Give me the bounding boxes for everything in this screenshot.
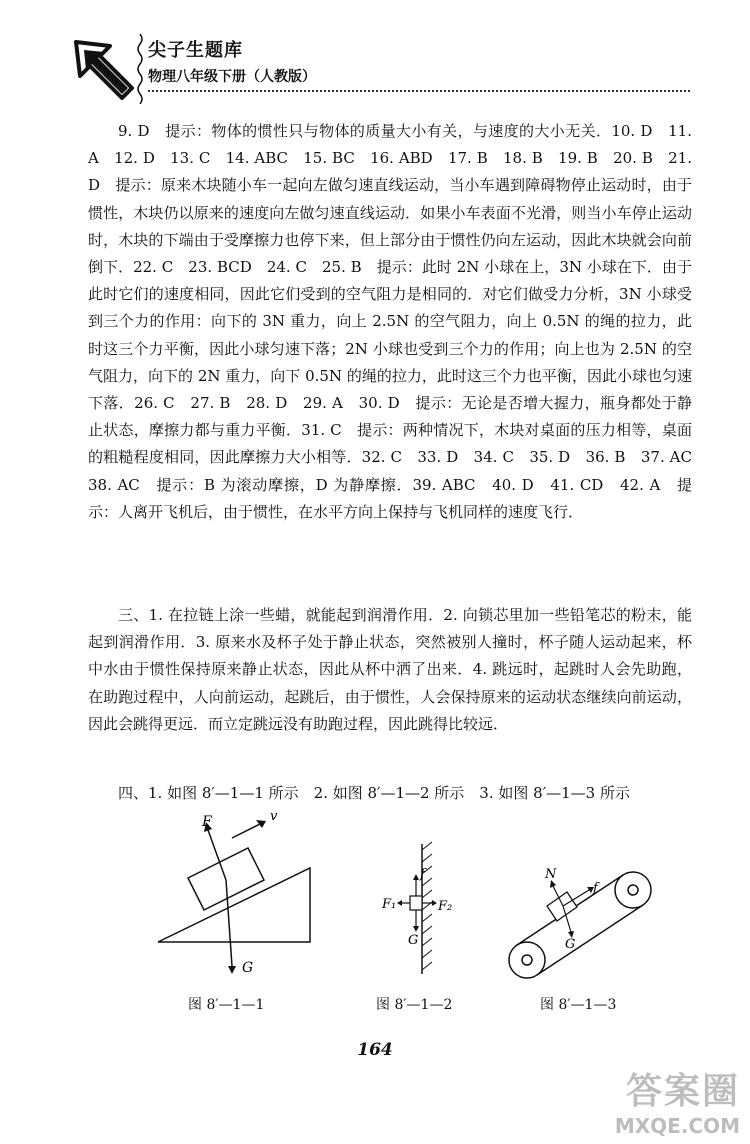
answers-multiple-choice: 9. D 提示：物体的惯性只与物体的质量大小有关，与速度的大小无关．10. D 11. A 12. D 13. C 14. ABC 15. BC 16. ABD 17. B 18. B 19. B 20. B 21. D 提示：原来木块随小车一起向左做匀速直线运动，当小车遇到障碍物停止运动时，由于惯性，木块仍以原来的速度向左做匀速直线运动．如果小车表面不光滑，则当小车停止运动时，木块的下端由于受摩擦力也停下来，但上部分由于惯性仍向左运动，因此木块就会向前倒下．22. C 23. BCD 24. C 25. B 提示：此时 2N 小球在上，3N 小球在下．由于此时它们的速度相同，因此它们受到的空气阻力是相同的．对它们做受力分析，3N 小球受到三个力的作用：向下的 3N 重力，向上 2.5N 的空气阻力，向上 0.5N 的绳的拉力，此时这三个力平衡，因此小球匀速下落；2N 小球也受到三个力的作用；向上也为 2.5N 的空气阻力，向下的 2N 重力，向下 0.5N 的绳的拉力，此时这三个力也平衡，因此小球也匀速下落．26. C 27. B 28. D 29. A 30. D 提示：无论是否增大握力，瓶身都处于静止状态，摩擦力都与重力平衡．31. C 提示：两种情况下，木块对桌面的压力相等，桌面的粗糙程度相同，因此摩擦力大小相等．32. C 33. D 34. C 35. D 36. B 37. AC 38. AC 提示：B 为滚动摩擦，D 为静摩擦．39. ABC 40. D 41. CD 42. A 提示：人离开飞机后，由于惯性，在水平方向上保持与飞机同样的速度飞行． [88, 122, 708, 521]
answers-section-three: 三、1. 在拉链上涂一些蜡，就能起到润滑作用．2. 向锁芯里加一些铅笔芯的粉末，能起到润滑作用．3. 原来水及杯子处于静止状态，突然被别人撞时，杯子随人运动起来，杯中水由于惯性保持原来静止状态，因此从杯中洒了出来．4. 跳远时，起跳时人会先助跑，在助跑过程中，人向前运动，起跳后，由于惯性，人会保持原来的运动状态继续向前运动，因此会跳得更远．而立定跳远没有助跑过程，因此跳得比较远． [88, 606, 692, 733]
figure-2-caption: 图 8′—1—2 [376, 997, 453, 1013]
page-number: 164 [357, 1040, 393, 1060]
label-F: F [202, 814, 212, 830]
watermark-line1: 答案圈 [625, 1071, 740, 1112]
velocity-arrow [232, 824, 260, 838]
label-f: f [420, 867, 425, 882]
wavy-divider-icon [136, 34, 144, 104]
watermark-line2: MXQE.COM [614, 1114, 740, 1138]
book-title: 尖子生题库 [148, 40, 243, 61]
label-G: G [408, 933, 419, 948]
wall-hatching [422, 842, 432, 970]
label-v: v [270, 809, 278, 824]
figure-conveyor-belt [505, 860, 675, 990]
header-dotted-rule [148, 90, 690, 92]
conveyor-belt [509, 872, 651, 978]
figure-wall-block [372, 840, 462, 980]
watermark [615, 1063, 740, 1138]
label-F1: F₁ [382, 897, 397, 912]
small-block [410, 896, 422, 910]
answers-section-four: 四、1. 如图 8′—1—1 所示 2. 如图 8′—1—2 所示 3. 如图 8′—1—3 所示 [118, 784, 630, 802]
figure-1-caption: 图 8′—1—1 [188, 997, 265, 1013]
page-header [70, 28, 700, 108]
label-N: N [545, 867, 557, 882]
box-on-belt [547, 892, 577, 921]
label-G: G [242, 960, 254, 976]
arrow-logo-icon [70, 36, 140, 106]
label-f: f [593, 881, 598, 896]
label-F2: F₂ [438, 899, 453, 914]
figure-3-caption: 图 8′—1—3 [540, 997, 617, 1013]
book-subtitle: 物理八年级下册（人教版） [148, 69, 316, 85]
label-G: G [565, 937, 576, 952]
figure-incline-block [150, 808, 330, 978]
